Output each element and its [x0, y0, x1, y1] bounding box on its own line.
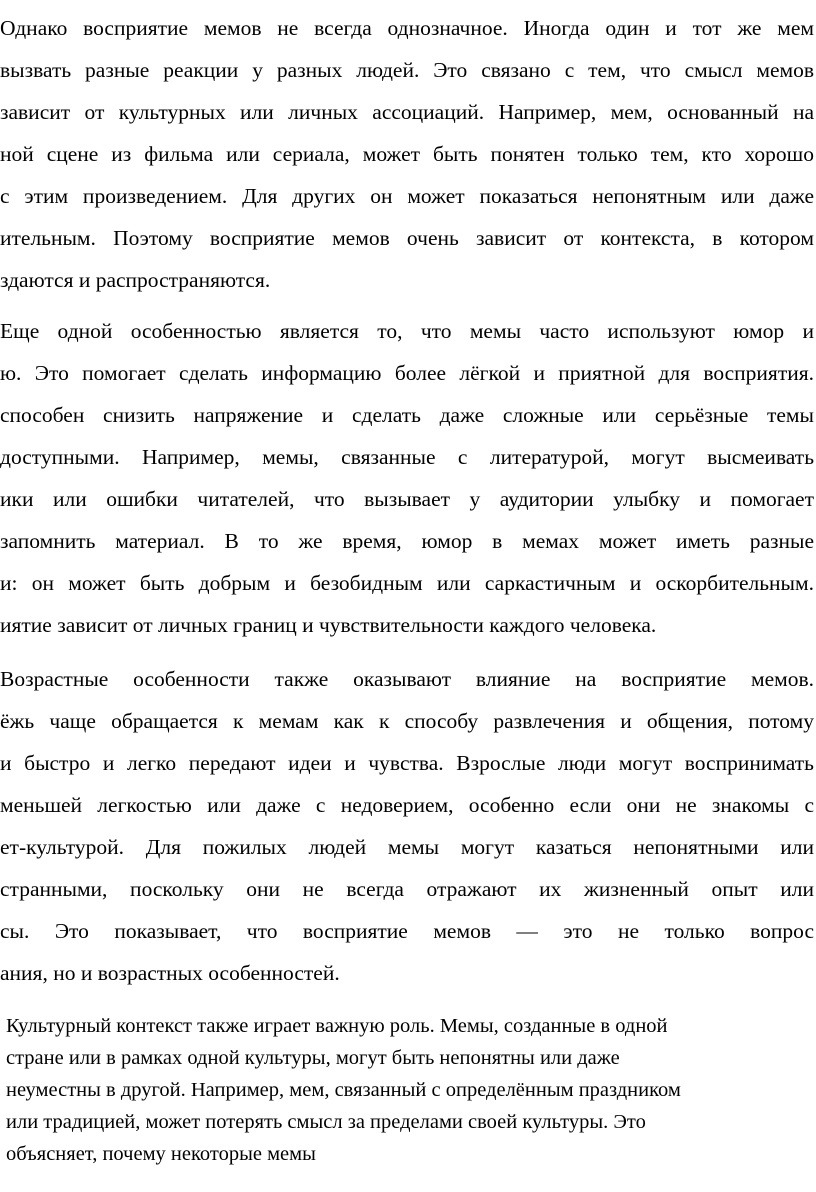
- text-line: странными, поскольку они не всегда отражают их жизненный опыт или: [0, 877, 814, 901]
- text-line: объясняет, почему некоторые мемы: [6, 1143, 316, 1165]
- text-line: ики или ошибки читателей, что вызывает у аудитории улыбку и помогает: [0, 487, 814, 511]
- text-line: Еще одной особенностью является то, что мемы часто используют юмор и: [0, 319, 814, 343]
- text-line: меньшей легкостью или даже с недоверием, особенно если они не знакомы с: [0, 793, 814, 817]
- text-line: ной сцене из фильма или сериала, может быть понятен только тем, кто хорошо: [0, 142, 814, 166]
- text-line: стране или в рамках одной культуры, могут быть непонятны или даже: [6, 1047, 620, 1069]
- text-line: и быстро и легко передают идеи и чувства. Взрослые люди могут воспринимать: [0, 751, 814, 775]
- text-line: ёжь чаще обращается к мемам как к способу развлечения и общения, потому: [0, 709, 814, 733]
- text-line: неуместны в другой. Например, мем, связанный с определённым праздником: [6, 1079, 681, 1101]
- text-line: вызвать разные реакции у разных людей. Это связано с тем, что смысл мемов: [0, 58, 814, 82]
- text-line: или традицией, может потерять смысл за пределами своей культуры. Это: [6, 1111, 646, 1133]
- text-line: Возрастные особенности также оказывают влияние на восприятие мемов.: [0, 667, 814, 691]
- text-line: ительным. Поэтому восприятие мемов очень зависит от контекста, в котором: [0, 226, 814, 250]
- text-line: зависит от культурных или личных ассоциаций. Например, мем, основанный на: [0, 100, 814, 124]
- text-line: здаются и распространяются.: [0, 268, 271, 292]
- text-line: Однако восприятие мемов не всегда однозначное. Иногда один и тот же мем: [0, 16, 814, 40]
- text-line: ю. Это помогает сделать информацию более лёгкой и приятной для восприятия.: [0, 361, 814, 385]
- text-line: Культурный контекст также играет важную роль. Мемы, созданные в одной: [6, 1015, 668, 1037]
- text-line: иятие зависит от личных границ и чувствительности каждого человека.: [0, 613, 657, 637]
- text-line: с этим произведением. Для других он может показаться непонятным или даже: [0, 184, 814, 208]
- text-line: и: он может быть добрым и безобидным или саркастичным и оскорбительным.: [0, 571, 814, 595]
- text-line: доступными. Например, мемы, связанные с литературой, могут высмеивать: [0, 445, 814, 469]
- text-line: ания, но и возрастных особенностей.: [0, 961, 340, 985]
- text-line: запомнить материал. В то же время, юмор в мемах может иметь разные: [0, 529, 814, 553]
- text-line: ет-культурой. Для пожилых людей мемы могут казаться непонятными или: [0, 835, 814, 859]
- text-line: сы. Это показывает, что восприятие мемов — это не только вопрос: [0, 919, 814, 943]
- text-line: способен снизить напряжение и сделать даже сложные или серьёзные темы: [0, 403, 814, 427]
